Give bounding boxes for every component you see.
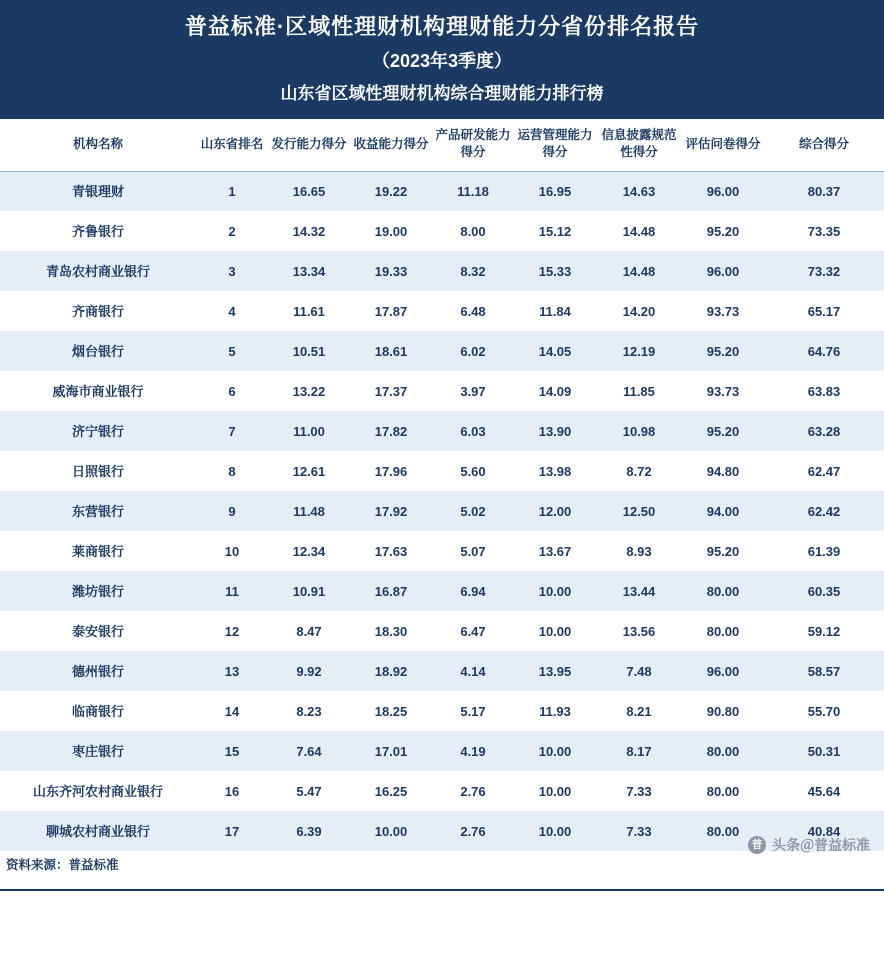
cell-operation-score: 10.00: [514, 771, 596, 811]
cell-disclosure-score: 13.56: [596, 611, 682, 651]
cell-operation-score: 10.00: [514, 811, 596, 851]
column-header-institution: 机构名称: [0, 118, 196, 171]
cell-rnd-score: 6.02: [432, 331, 514, 371]
cell-rnd-score: 11.18: [432, 171, 514, 211]
cell-institution: 齐商银行: [0, 291, 196, 331]
cell-rnd-score: 5.02: [432, 491, 514, 531]
cell-disclosure-score: 8.17: [596, 731, 682, 771]
cell-institution: 临商银行: [0, 691, 196, 731]
cell-province-rank: 3: [196, 251, 268, 291]
cell-total-score: 62.42: [764, 491, 884, 531]
cell-rnd-score: 6.03: [432, 411, 514, 451]
cell-return-score: 17.82: [350, 411, 432, 451]
cell-operation-score: 13.90: [514, 411, 596, 451]
cell-rnd-score: 5.60: [432, 451, 514, 491]
cell-return-score: 16.87: [350, 571, 432, 611]
table-header-row: [0, 118, 884, 171]
cell-province-rank: 2: [196, 211, 268, 251]
cell-return-score: 19.22: [350, 171, 432, 211]
cell-institution: 烟台银行: [0, 331, 196, 371]
column-header-operation-score: 运营管理能力得分: [514, 118, 596, 171]
cell-issuance-score: 16.65: [268, 171, 350, 211]
cell-issuance-score: 6.39: [268, 811, 350, 851]
report-title: 普益标准·区域性理财机构理财能力分省份排名报告: [184, 14, 700, 39]
cell-issuance-score: 9.92: [268, 651, 350, 691]
cell-province-rank: 11: [196, 571, 268, 611]
cell-return-score: 18.25: [350, 691, 432, 731]
cell-issuance-score: 8.23: [268, 691, 350, 731]
cell-operation-score: 13.95: [514, 651, 596, 691]
cell-return-score: 17.87: [350, 291, 432, 331]
cell-questionnaire-score: 96.00: [682, 171, 764, 211]
cell-return-score: 17.01: [350, 731, 432, 771]
cell-disclosure-score: 8.21: [596, 691, 682, 731]
cell-issuance-score: 10.91: [268, 571, 350, 611]
column-header-return-score: 收益能力得分: [350, 118, 432, 171]
table-row: [0, 571, 884, 611]
table-row: [0, 171, 884, 211]
cell-disclosure-score: 8.93: [596, 531, 682, 571]
cell-institution: 莱商银行: [0, 531, 196, 571]
table-row: [0, 531, 884, 571]
cell-questionnaire-score: 95.20: [682, 411, 764, 451]
cell-operation-score: 13.67: [514, 531, 596, 571]
cell-total-score: 73.32: [764, 251, 884, 291]
cell-institution: 青银理财: [0, 171, 196, 211]
table-row: [0, 291, 884, 331]
report-subtitle: 山东省区域性理财机构综合理财能力排行榜: [280, 84, 604, 104]
cell-total-score: 73.35: [764, 211, 884, 251]
cell-issuance-score: 12.34: [268, 531, 350, 571]
cell-questionnaire-score: 80.00: [682, 811, 764, 851]
table-body: [0, 171, 884, 851]
cell-rnd-score: 3.97: [432, 371, 514, 411]
cell-institution: 聊城农村商业银行: [0, 811, 196, 851]
cell-return-score: 17.37: [350, 371, 432, 411]
cell-return-score: 18.30: [350, 611, 432, 651]
cell-questionnaire-score: 94.80: [682, 451, 764, 491]
cell-rnd-score: 8.00: [432, 211, 514, 251]
cell-questionnaire-score: 90.80: [682, 691, 764, 731]
cell-total-score: 45.64: [764, 771, 884, 811]
cell-return-score: 18.61: [350, 331, 432, 371]
column-header-total-score: 综合得分: [764, 118, 884, 171]
cell-province-rank: 13: [196, 651, 268, 691]
cell-rnd-score: 5.07: [432, 531, 514, 571]
cell-total-score: 40.84: [764, 811, 884, 851]
table-row: [0, 491, 884, 531]
cell-rnd-score: 4.19: [432, 731, 514, 771]
cell-institution: 青岛农村商业银行: [0, 251, 196, 291]
cell-total-score: 58.57: [764, 651, 884, 691]
cell-total-score: 55.70: [764, 691, 884, 731]
cell-rnd-score: 5.17: [432, 691, 514, 731]
report-period: （2023年3季度）: [371, 50, 513, 71]
cell-rnd-score: 6.94: [432, 571, 514, 611]
cell-total-score: 60.35: [764, 571, 884, 611]
table-row: [0, 771, 884, 811]
table-row: [0, 731, 884, 771]
cell-questionnaire-score: 96.00: [682, 251, 764, 291]
cell-disclosure-score: 8.72: [596, 451, 682, 491]
cell-operation-score: 10.00: [514, 571, 596, 611]
cell-rnd-score: 2.76: [432, 771, 514, 811]
cell-institution: 威海市商业银行: [0, 371, 196, 411]
cell-return-score: 19.33: [350, 251, 432, 291]
cell-province-rank: 7: [196, 411, 268, 451]
cell-issuance-score: 11.00: [268, 411, 350, 451]
column-header-issuance-score: 发行能力得分: [268, 118, 350, 171]
cell-province-rank: 9: [196, 491, 268, 531]
cell-operation-score: 15.12: [514, 211, 596, 251]
table-row: [0, 211, 884, 251]
column-header-province-rank: 山东省排名: [196, 118, 268, 171]
cell-issuance-score: 7.64: [268, 731, 350, 771]
cell-disclosure-score: 7.48: [596, 651, 682, 691]
cell-rnd-score: 6.48: [432, 291, 514, 331]
watermark-label: 头条＠普益标准: [772, 837, 870, 854]
cell-total-score: 64.76: [764, 331, 884, 371]
cell-institution: 德州银行: [0, 651, 196, 691]
report-banner: [0, 0, 884, 117]
cell-return-score: 18.92: [350, 651, 432, 691]
column-header-rnd-score: 产品研发能力得分: [432, 118, 514, 171]
cell-operation-score: 16.95: [514, 171, 596, 211]
ranking-table: [0, 117, 884, 851]
cell-issuance-score: 13.22: [268, 371, 350, 411]
cell-disclosure-score: 14.48: [596, 251, 682, 291]
cell-province-rank: 10: [196, 531, 268, 571]
cell-province-rank: 15: [196, 731, 268, 771]
cell-institution: 东营银行: [0, 491, 196, 531]
source-note: 资料来源：普益标准: [6, 858, 119, 873]
cell-return-score: 17.63: [350, 531, 432, 571]
bottom-divider: [0, 889, 884, 891]
cell-questionnaire-score: 80.00: [682, 731, 764, 771]
table-row: [0, 651, 884, 691]
watermark: [748, 835, 870, 855]
cell-questionnaire-score: 94.00: [682, 491, 764, 531]
cell-disclosure-score: 7.33: [596, 771, 682, 811]
table-row: [0, 411, 884, 451]
cell-total-score: 59.12: [764, 611, 884, 651]
cell-disclosure-score: 12.50: [596, 491, 682, 531]
cell-operation-score: 14.09: [514, 371, 596, 411]
cell-questionnaire-score: 80.00: [682, 571, 764, 611]
table-row: [0, 251, 884, 291]
cell-questionnaire-score: 93.73: [682, 371, 764, 411]
cell-province-rank: 14: [196, 691, 268, 731]
table-row: [0, 371, 884, 411]
cell-operation-score: 15.33: [514, 251, 596, 291]
cell-disclosure-score: 10.98: [596, 411, 682, 451]
cell-issuance-score: 14.32: [268, 211, 350, 251]
cell-issuance-score: 5.47: [268, 771, 350, 811]
cell-total-score: 63.83: [764, 371, 884, 411]
cell-institution: 泰安银行: [0, 611, 196, 651]
column-header-questionnaire-score: 评估问卷得分: [682, 118, 764, 171]
cell-disclosure-score: 12.19: [596, 331, 682, 371]
cell-disclosure-score: 14.20: [596, 291, 682, 331]
cell-province-rank: 1: [196, 171, 268, 211]
cell-total-score: 80.37: [764, 171, 884, 211]
cell-operation-score: 10.00: [514, 731, 596, 771]
brand-logo-icon: 普: [748, 836, 766, 854]
cell-operation-score: 11.84: [514, 291, 596, 331]
cell-issuance-score: 10.51: [268, 331, 350, 371]
cell-questionnaire-score: 95.20: [682, 211, 764, 251]
cell-issuance-score: 12.61: [268, 451, 350, 491]
cell-disclosure-score: 11.85: [596, 371, 682, 411]
cell-return-score: 10.00: [350, 811, 432, 851]
cell-total-score: 50.31: [764, 731, 884, 771]
table-row: [0, 611, 884, 651]
cell-total-score: 63.28: [764, 411, 884, 451]
cell-institution: 潍坊银行: [0, 571, 196, 611]
cell-operation-score: 12.00: [514, 491, 596, 531]
cell-total-score: 62.47: [764, 451, 884, 491]
cell-operation-score: 11.93: [514, 691, 596, 731]
cell-province-rank: 8: [196, 451, 268, 491]
cell-return-score: 17.92: [350, 491, 432, 531]
cell-disclosure-score: 7.33: [596, 811, 682, 851]
cell-rnd-score: 2.76: [432, 811, 514, 851]
cell-institution: 山东齐河农村商业银行: [0, 771, 196, 811]
column-header-disclosure-score: 信息披露规范性得分: [596, 118, 682, 171]
cell-institution: 齐鲁银行: [0, 211, 196, 251]
cell-operation-score: 13.98: [514, 451, 596, 491]
cell-rnd-score: 6.47: [432, 611, 514, 651]
table-row: [0, 331, 884, 371]
cell-province-rank: 16: [196, 771, 268, 811]
cell-issuance-score: 11.48: [268, 491, 350, 531]
cell-operation-score: 14.05: [514, 331, 596, 371]
cell-province-rank: 5: [196, 331, 268, 371]
cell-institution: 枣庄银行: [0, 731, 196, 771]
cell-issuance-score: 11.61: [268, 291, 350, 331]
cell-institution: 日照银行: [0, 451, 196, 491]
cell-disclosure-score: 13.44: [596, 571, 682, 611]
cell-return-score: 19.00: [350, 211, 432, 251]
cell-questionnaire-score: 93.73: [682, 291, 764, 331]
cell-questionnaire-score: 80.00: [682, 771, 764, 811]
cell-rnd-score: 4.14: [432, 651, 514, 691]
cell-questionnaire-score: 95.20: [682, 531, 764, 571]
cell-province-rank: 4: [196, 291, 268, 331]
report-footer: [0, 837, 884, 891]
cell-questionnaire-score: 80.00: [682, 611, 764, 651]
cell-disclosure-score: 14.48: [596, 211, 682, 251]
cell-issuance-score: 8.47: [268, 611, 350, 651]
cell-province-rank: 17: [196, 811, 268, 851]
cell-questionnaire-score: 95.20: [682, 331, 764, 371]
cell-total-score: 61.39: [764, 531, 884, 571]
cell-rnd-score: 8.32: [432, 251, 514, 291]
cell-return-score: 16.25: [350, 771, 432, 811]
cell-total-score: 65.17: [764, 291, 884, 331]
cell-disclosure-score: 14.63: [596, 171, 682, 211]
table-row: [0, 691, 884, 731]
cell-province-rank: 12: [196, 611, 268, 651]
cell-issuance-score: 13.34: [268, 251, 350, 291]
table-row: [0, 451, 884, 491]
cell-operation-score: 10.00: [514, 611, 596, 651]
cell-questionnaire-score: 96.00: [682, 651, 764, 691]
cell-institution: 济宁银行: [0, 411, 196, 451]
cell-return-score: 17.96: [350, 451, 432, 491]
cell-province-rank: 6: [196, 371, 268, 411]
